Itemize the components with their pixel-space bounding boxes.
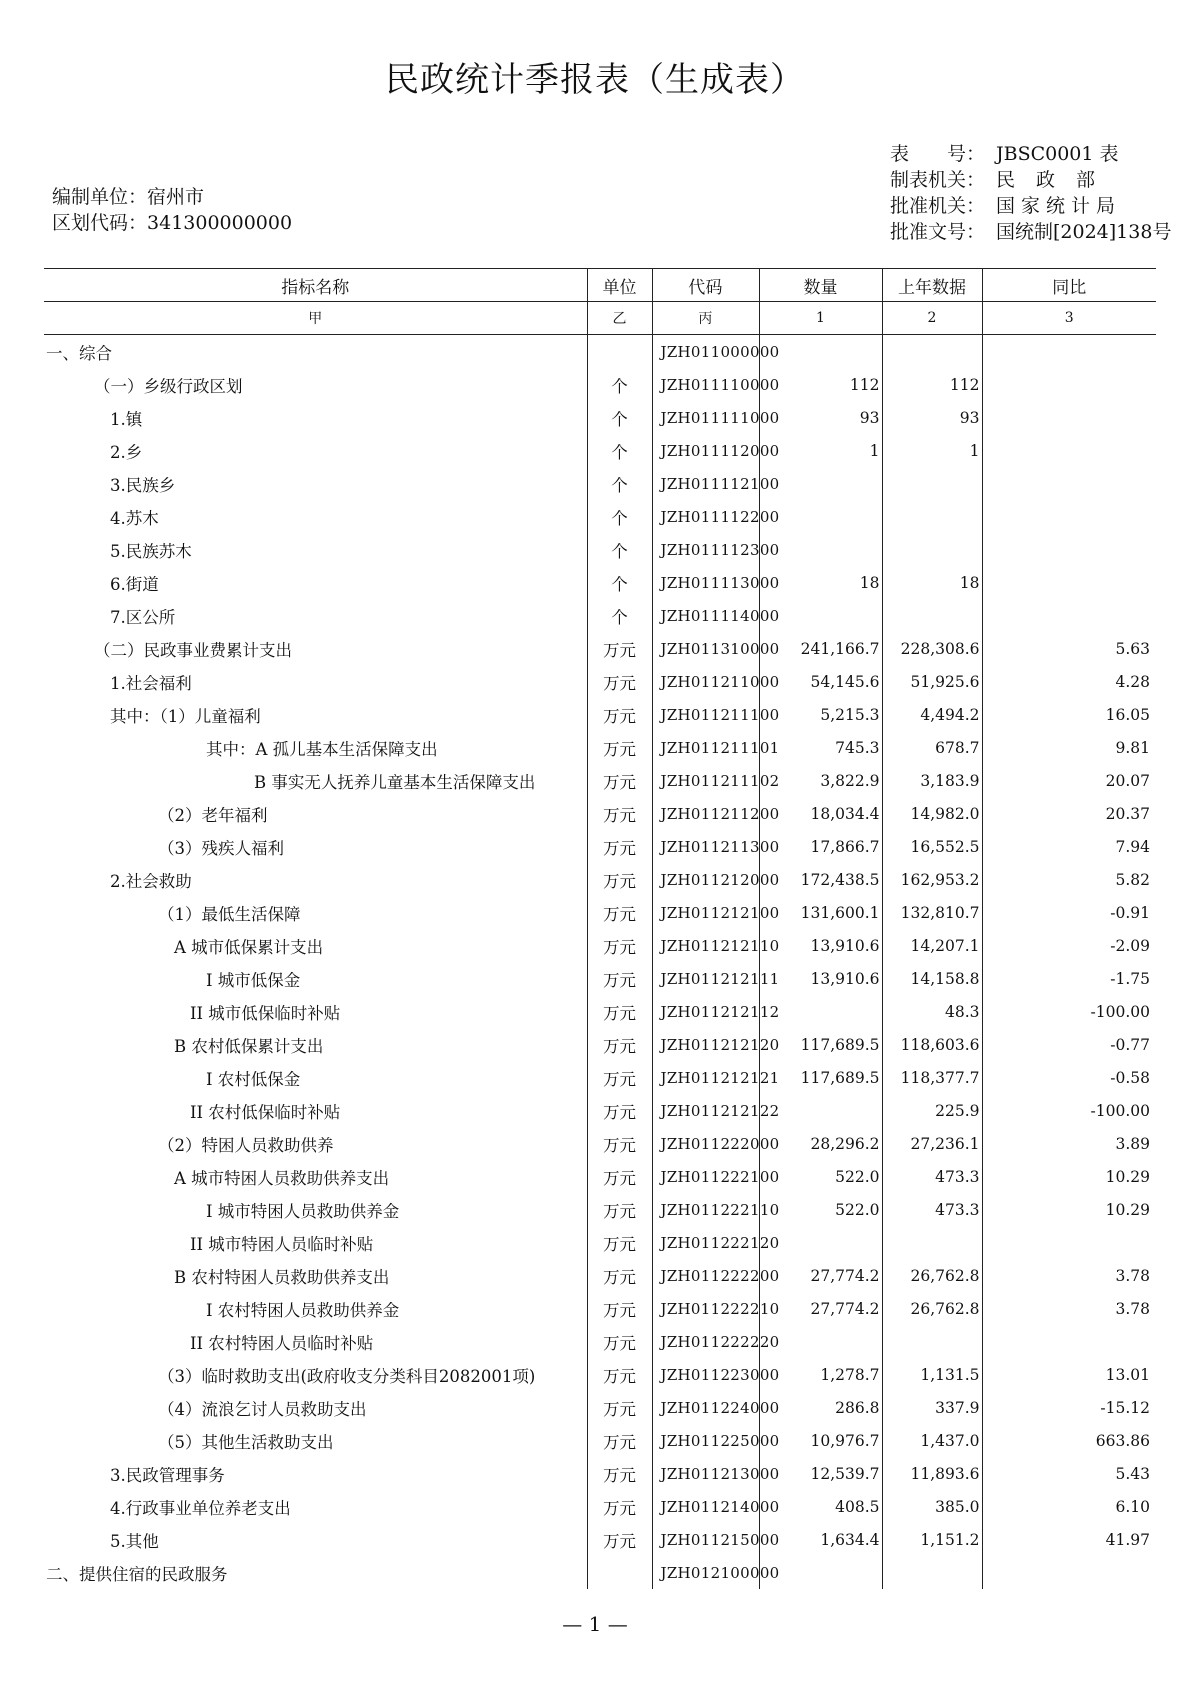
table-row [44, 434, 1156, 467]
table-row [44, 1127, 1156, 1160]
row-prev [882, 533, 982, 566]
row-yoy: -1.75 [982, 962, 1156, 995]
row-unit: 个 [587, 566, 652, 599]
org-line [52, 184, 292, 210]
row-name: 6.街道 [110, 574, 159, 594]
issuer-value: 民政部 [996, 169, 1117, 191]
col-name-header: 指标名称 [44, 269, 587, 302]
row-qty: 1 [759, 434, 882, 467]
row-qty: 522.0 [759, 1160, 882, 1193]
row-qty: 745.3 [759, 731, 882, 764]
row-code: JZH011211100 [652, 698, 759, 731]
row-prev: 26,762.8 [882, 1259, 982, 1292]
row-code: JZH011211101 [652, 731, 759, 764]
row-qty: 54,145.6 [759, 665, 882, 698]
table-row [44, 995, 1156, 1028]
row-qty: 117,689.5 [759, 1028, 882, 1061]
row-prev: 118,603.6 [882, 1028, 982, 1061]
row-unit: 个 [587, 500, 652, 533]
row-code: JZH011214000 [652, 1490, 759, 1523]
row-name: （2）特困人员救助供养 [158, 1135, 334, 1155]
row-qty: 13,910.6 [759, 929, 882, 962]
row-qty: 5,215.3 [759, 698, 882, 731]
row-code: JZH011211102 [652, 764, 759, 797]
table-row [44, 1490, 1156, 1523]
row-yoy: 5.63 [982, 632, 1156, 665]
row-unit: 万元 [587, 632, 652, 665]
row-yoy: 663.86 [982, 1424, 1156, 1457]
row-yoy: 5.43 [982, 1457, 1156, 1490]
row-name: 5.其他 [110, 1531, 159, 1551]
col-unit-sub: 乙 [587, 302, 652, 335]
col-yoy-header: 同比 [982, 269, 1156, 302]
row-qty: 12,539.7 [759, 1457, 882, 1490]
row-yoy [982, 500, 1156, 533]
row-name: （1）最低生活保障 [158, 904, 301, 924]
table-row [44, 1391, 1156, 1424]
row-prev: 473.3 [882, 1160, 982, 1193]
row-code: JZH011000000 [652, 335, 759, 369]
row-code: JZH011211000 [652, 665, 759, 698]
row-unit: 万元 [587, 1358, 652, 1391]
row-qty: 10,976.7 [759, 1424, 882, 1457]
row-code: JZH011212122 [652, 1094, 759, 1127]
row-yoy: -0.58 [982, 1061, 1156, 1094]
row-unit: 万元 [587, 1325, 652, 1358]
row-qty: 27,774.2 [759, 1259, 882, 1292]
table-row [44, 962, 1156, 995]
row-yoy: 3.78 [982, 1259, 1156, 1292]
row-name: 1.镇 [110, 409, 143, 429]
row-yoy [982, 335, 1156, 369]
row-yoy: 16.05 [982, 698, 1156, 731]
row-prev: 1,131.5 [882, 1358, 982, 1391]
code-line [52, 210, 292, 236]
row-prev: 51,925.6 [882, 665, 982, 698]
row-name: 一、综合 [46, 343, 112, 363]
row-name: I 农村低保金 [206, 1069, 301, 1089]
table-row [44, 698, 1156, 731]
table-row [44, 929, 1156, 962]
row-unit: 万元 [587, 1193, 652, 1226]
row-name: 4.苏木 [110, 508, 159, 528]
row-name: B 农村特困人员救助供养支出 [174, 1267, 390, 1287]
row-name: 7.区公所 [110, 607, 176, 627]
table-row [44, 1424, 1156, 1457]
meta-left [52, 184, 292, 236]
row-unit: 万元 [587, 1226, 652, 1259]
row-prev [882, 1226, 982, 1259]
row-code: JZH011223000 [652, 1358, 759, 1391]
row-name: 1.社会福利 [110, 673, 192, 693]
header-row [44, 269, 1156, 302]
row-yoy: 7.94 [982, 830, 1156, 863]
row-unit: 万元 [587, 731, 652, 764]
row-name: 2.乡 [110, 442, 143, 462]
row-qty: 27,774.2 [759, 1292, 882, 1325]
row-unit: 万元 [587, 1292, 652, 1325]
row-yoy: 3.78 [982, 1292, 1156, 1325]
row-code: JZH011110000 [652, 368, 759, 401]
row-unit: 万元 [587, 1160, 652, 1193]
row-prev: 678.7 [882, 731, 982, 764]
row-name: 其中：A 孤儿基本生活保障支出 [206, 739, 438, 759]
row-name: 3.民族乡 [110, 475, 176, 495]
row-prev: 473.3 [882, 1193, 982, 1226]
table-row [44, 1193, 1156, 1226]
row-yoy: 41.97 [982, 1523, 1156, 1556]
row-code: JZH011212100 [652, 896, 759, 929]
table-row [44, 533, 1156, 566]
col-prev-header: 上年数据 [882, 269, 982, 302]
row-yoy [982, 533, 1156, 566]
row-unit: 万元 [587, 1094, 652, 1127]
row-qty: 93 [759, 401, 882, 434]
col-name-sub: 甲 [44, 302, 587, 335]
row-code: JZH011212110 [652, 929, 759, 962]
row-prev: 1,151.2 [882, 1523, 982, 1556]
row-name: 4.行政事业单位养老支出 [110, 1498, 291, 1518]
doc-no-line [890, 219, 1171, 245]
row-yoy: -0.77 [982, 1028, 1156, 1061]
row-code: JZH011222100 [652, 1160, 759, 1193]
col-qty-sub: 1 [759, 302, 882, 335]
code-label: 区划代码： [52, 212, 148, 234]
row-prev: 225.9 [882, 1094, 982, 1127]
meta-right [890, 141, 1171, 245]
row-code: JZH011212000 [652, 863, 759, 896]
table-row [44, 1259, 1156, 1292]
col-unit-header: 单位 [587, 269, 652, 302]
col-code-sub: 丙 [652, 302, 759, 335]
row-prev [882, 500, 982, 533]
table-row [44, 1457, 1156, 1490]
row-qty: 131,600.1 [759, 896, 882, 929]
row-yoy: 6.10 [982, 1490, 1156, 1523]
row-code: JZH011212120 [652, 1028, 759, 1061]
row-unit: 万元 [587, 698, 652, 731]
header-sub-row [44, 302, 1156, 335]
row-prev: 4,494.2 [882, 698, 982, 731]
row-prev: 118,377.7 [882, 1061, 982, 1094]
row-prev: 27,236.1 [882, 1127, 982, 1160]
row-name: 2.社会救助 [110, 871, 192, 891]
row-prev: 14,982.0 [882, 797, 982, 830]
table-row [44, 1061, 1156, 1094]
row-prev [882, 335, 982, 369]
col-code-header: 代码 [652, 269, 759, 302]
row-name: B 事实无人抚养儿童基本生活保障支出 [254, 772, 536, 792]
table-row [44, 368, 1156, 401]
table-row [44, 335, 1156, 369]
row-unit: 万元 [587, 797, 652, 830]
table-row [44, 1523, 1156, 1556]
row-yoy: 3.89 [982, 1127, 1156, 1160]
row-code: JZH011112000 [652, 434, 759, 467]
form-no-label: 表 号： [890, 143, 986, 165]
code-value: 341300000000 [147, 212, 293, 234]
table-row [44, 1226, 1156, 1259]
row-code: JZH011211300 [652, 830, 759, 863]
row-prev: 93 [882, 401, 982, 434]
row-unit: 万元 [587, 1457, 652, 1490]
row-name: I 城市特困人员救助供养金 [206, 1201, 400, 1221]
row-name: （3）临时救助支出(政府收支分类科目2082001项) [158, 1366, 536, 1386]
row-unit: 万元 [587, 929, 652, 962]
row-code: JZH011112100 [652, 467, 759, 500]
row-code: JZH012100000 [652, 1556, 759, 1589]
row-prev: 1 [882, 434, 982, 467]
row-name: （一）乡级行政区划 [94, 376, 243, 396]
row-qty: 28,296.2 [759, 1127, 882, 1160]
doc-no-label: 批准文号： [890, 221, 986, 243]
row-qty: 1,278.7 [759, 1358, 882, 1391]
row-name: II 农村特困人员临时补贴 [190, 1333, 374, 1353]
row-code: JZH011213000 [652, 1457, 759, 1490]
table-row [44, 1292, 1156, 1325]
row-code: JZH011222120 [652, 1226, 759, 1259]
row-unit: 个 [587, 401, 652, 434]
table-row [44, 665, 1156, 698]
org-label: 编制单位： [52, 186, 148, 208]
row-name: I 农村特困人员救助供养金 [206, 1300, 400, 1320]
row-yoy: 9.81 [982, 731, 1156, 764]
row-prev: 11,893.6 [882, 1457, 982, 1490]
col-yoy-sub: 3 [982, 302, 1156, 335]
row-yoy: -15.12 [982, 1391, 1156, 1424]
row-unit: 个 [587, 533, 652, 566]
row-yoy: 13.01 [982, 1358, 1156, 1391]
approver-label: 批准机关： [890, 195, 986, 217]
col-qty-header: 数量 [759, 269, 882, 302]
row-prev: 385.0 [882, 1490, 982, 1523]
row-unit: 个 [587, 599, 652, 632]
row-qty: 1,634.4 [759, 1523, 882, 1556]
row-code: JZH011310000 [652, 632, 759, 665]
row-name: （5）其他生活救助支出 [158, 1432, 334, 1452]
row-yoy: 10.29 [982, 1160, 1156, 1193]
row-name: B 农村低保累计支出 [174, 1036, 324, 1056]
row-name: （二）民政事业费累计支出 [94, 640, 292, 660]
row-qty: 117,689.5 [759, 1061, 882, 1094]
row-name: 5.民族苏木 [110, 541, 192, 561]
row-qty: 18 [759, 566, 882, 599]
row-unit: 万元 [587, 1259, 652, 1292]
table-row [44, 830, 1156, 863]
row-prev: 162,953.2 [882, 863, 982, 896]
row-unit: 万元 [587, 1028, 652, 1061]
row-yoy [982, 566, 1156, 599]
table-row [44, 764, 1156, 797]
row-name: 二、提供住宿的民政服务 [46, 1564, 228, 1584]
row-prev: 1,437.0 [882, 1424, 982, 1457]
issuer-line [890, 167, 1171, 193]
row-unit: 万元 [587, 1424, 652, 1457]
table-row [44, 467, 1156, 500]
row-qty: 522.0 [759, 1193, 882, 1226]
table-row [44, 797, 1156, 830]
row-name: （2）老年福利 [158, 805, 268, 825]
row-yoy [982, 1325, 1156, 1358]
form-no-line [890, 141, 1171, 167]
col-prev-sub: 2 [882, 302, 982, 335]
table-row [44, 1358, 1156, 1391]
row-code: JZH011222000 [652, 1127, 759, 1160]
table-row [44, 1160, 1156, 1193]
row-code: JZH011212121 [652, 1061, 759, 1094]
row-unit [587, 1556, 652, 1589]
row-name: II 农村低保临时补贴 [190, 1102, 341, 1122]
row-yoy: -100.00 [982, 1094, 1156, 1127]
row-unit: 万元 [587, 863, 652, 896]
row-name: （4）流浪乞讨人员救助支出 [158, 1399, 367, 1419]
row-unit: 万元 [587, 1061, 652, 1094]
row-yoy [982, 434, 1156, 467]
table-row [44, 599, 1156, 632]
row-unit: 万元 [587, 830, 652, 863]
row-yoy [982, 1226, 1156, 1259]
row-yoy [982, 599, 1156, 632]
row-yoy [982, 368, 1156, 401]
row-qty: 172,438.5 [759, 863, 882, 896]
row-qty: 13,910.6 [759, 962, 882, 995]
row-code: JZH011112200 [652, 500, 759, 533]
row-qty: 112 [759, 368, 882, 401]
row-yoy: 20.37 [982, 797, 1156, 830]
table-row [44, 896, 1156, 929]
row-unit: 万元 [587, 1490, 652, 1523]
row-qty: 408.5 [759, 1490, 882, 1523]
row-prev: 112 [882, 368, 982, 401]
row-yoy: -0.91 [982, 896, 1156, 929]
page-number: — 1 — [562, 1612, 628, 1636]
row-prev: 16,552.5 [882, 830, 982, 863]
row-name: （3）残疾人福利 [158, 838, 284, 858]
row-code: JZH011222110 [652, 1193, 759, 1226]
form-no-value: JBSC0001 表 [996, 143, 1119, 165]
table-row [44, 566, 1156, 599]
row-qty: 17,866.7 [759, 830, 882, 863]
approver-line [890, 193, 1171, 219]
table-row [44, 1556, 1156, 1589]
row-name: I 城市低保金 [206, 970, 301, 990]
row-unit: 个 [587, 368, 652, 401]
report-body [44, 335, 1156, 1590]
row-prev: 228,308.6 [882, 632, 982, 665]
row-prev [882, 1325, 982, 1358]
table-row [44, 731, 1156, 764]
row-qty: 3,822.9 [759, 764, 882, 797]
table-row [44, 863, 1156, 896]
row-name: II 城市低保临时补贴 [190, 1003, 341, 1023]
table-row [44, 1325, 1156, 1358]
row-unit: 个 [587, 434, 652, 467]
row-yoy: -100.00 [982, 995, 1156, 1028]
row-prev: 132,810.7 [882, 896, 982, 929]
approver-value: 国家统计局 [996, 195, 1122, 217]
table-row [44, 500, 1156, 533]
row-code: JZH011224000 [652, 1391, 759, 1424]
row-code: JZH011111000 [652, 401, 759, 434]
issuer-label: 制表机关： [890, 169, 986, 191]
row-name: 3.民政管理事务 [110, 1465, 225, 1485]
report-table [44, 268, 1156, 1589]
row-code: JZH011114000 [652, 599, 759, 632]
row-prev [882, 599, 982, 632]
row-prev [882, 1556, 982, 1589]
row-code: JZH011225000 [652, 1424, 759, 1457]
row-prev: 48.3 [882, 995, 982, 1028]
row-code: JZH011212111 [652, 962, 759, 995]
row-yoy [982, 401, 1156, 434]
row-unit: 万元 [587, 1391, 652, 1424]
table-row [44, 401, 1156, 434]
row-unit: 万元 [587, 665, 652, 698]
row-prev: 337.9 [882, 1391, 982, 1424]
row-prev: 3,183.9 [882, 764, 982, 797]
row-unit: 万元 [587, 1523, 652, 1556]
row-prev: 14,207.1 [882, 929, 982, 962]
row-yoy: -2.09 [982, 929, 1156, 962]
row-qty: 286.8 [759, 1391, 882, 1424]
row-prev: 26,762.8 [882, 1292, 982, 1325]
row-name: II 城市特困人员临时补贴 [190, 1234, 374, 1254]
row-code: JZH011222210 [652, 1292, 759, 1325]
row-name: A 城市低保累计支出 [174, 937, 324, 957]
row-prev: 18 [882, 566, 982, 599]
row-unit: 万元 [587, 962, 652, 995]
row-yoy: 4.28 [982, 665, 1156, 698]
row-unit: 万元 [587, 764, 652, 797]
row-code: JZH011222220 [652, 1325, 759, 1358]
row-prev [882, 467, 982, 500]
row-unit [587, 335, 652, 369]
row-qty: 241,166.7 [759, 632, 882, 665]
report-title: 民政统计季报表（生成表） [385, 60, 805, 100]
row-unit: 万元 [587, 1127, 652, 1160]
row-prev: 14,158.8 [882, 962, 982, 995]
row-qty: 18,034.4 [759, 797, 882, 830]
row-unit: 个 [587, 467, 652, 500]
row-code: JZH011222200 [652, 1259, 759, 1292]
row-yoy [982, 1556, 1156, 1589]
row-code: JZH011112300 [652, 533, 759, 566]
table-row [44, 1028, 1156, 1061]
row-yoy [982, 467, 1156, 500]
row-name: 其中：（1）儿童福利 [110, 706, 261, 726]
row-yoy: 5.82 [982, 863, 1156, 896]
doc-no-value: 国统制[2024]138号 [996, 221, 1172, 243]
row-code: JZH011212112 [652, 995, 759, 1028]
row-code: JZH011211200 [652, 797, 759, 830]
org-value: 宿州市 [147, 186, 205, 208]
row-unit: 万元 [587, 995, 652, 1028]
row-yoy: 10.29 [982, 1193, 1156, 1226]
row-yoy: 20.07 [982, 764, 1156, 797]
row-code: JZH011215000 [652, 1523, 759, 1556]
row-name: A 城市特困人员救助供养支出 [174, 1168, 390, 1188]
row-unit: 万元 [587, 896, 652, 929]
table-row [44, 1094, 1156, 1127]
row-code: JZH011113000 [652, 566, 759, 599]
table-row [44, 632, 1156, 665]
